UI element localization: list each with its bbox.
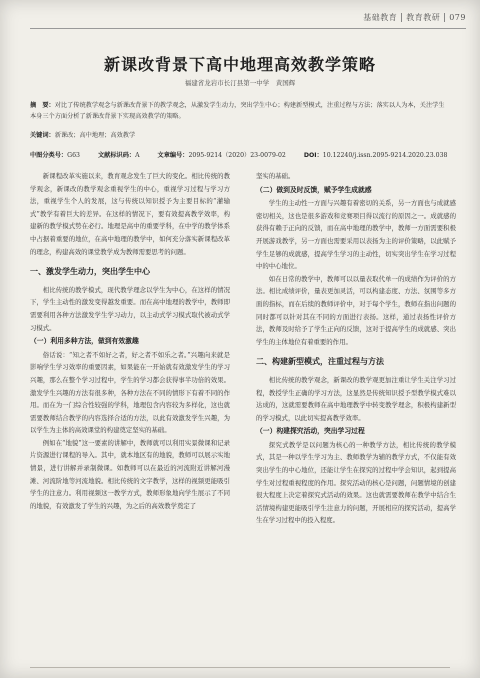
body-paragraph: 如在日常的教学中，教师可以以量表取代单一的成绩作为评价的方法。相比成绩评价，量表更加灵活，可以构建态度、方法、氛围等多方面的指标，而在后续的教师评价中，对于每个学生，教师在指出问题的同时都可以针对其在不同的方面进行表扬。这样，通过表扬性评价方法，教师及时给予了学生正向的反馈，这对于提高学生的成就感、突出学生的主体地位有着重要的作用。 [256, 274, 456, 346]
abstract-text: 对比了传统教学观念与新课改背景下的教学观念，从激发学生动力，突出学生中心；构建新型模式，注重过程与方法；落实以人为本，关注学生本身三个方面分析了新课改背景下实现高效教学的策略。 [30, 102, 445, 120]
body-paragraph: 俗话说：“知之者不如好之者，好之者不如乐之者。”兴趣向来就是影响学生学习效率的重要因素，如果能在一开始就有效激发学生的学习兴趣，那么在整个学习过程中，学生的学习都会获得事半功倍的效果。激发学生兴趣的方法有很多种，各种方法在不同的情形下有着不同的作用。而在为一门综合性较强的学科，地理包含内容较为多样化，这也就需要教师结合教学的内容选择合适的方法，以此有效激发学生兴趣，为以学生为主体的高效课堂的构建奠定坚实的基础。 [30, 350, 230, 435]
keywords [30, 130, 450, 141]
article-title: 新课改背景下高中地理高效教学策略 [103, 55, 376, 74]
header-rule [30, 28, 466, 29]
subsection-heading: （二）做到及时反馈，赋予学生成就感 [256, 185, 372, 194]
body-paragraph: 探究式教学是以问题为核心的一种教学方法，相比传统的教学模式，其是一种以学生学习为主、教师教学为辅的教学方式，不仅能有效突出学生的中心地位，还能让学生在探究的过程中学会知识，起到提高学生对过程重视程度的作用。探究活动的核心是问题，问题情境的创建很大程度上决定着探究式活动的效果。这也就需要教师在教学中结合生活情境构建更能吸引学生注意力的问题，开展相应的探究活动，提高学生在学习过程中的投入程度。 [256, 440, 456, 525]
keywords-text: 新课改；高中地理；高效教学 [54, 132, 136, 139]
abstract [30, 100, 450, 122]
running-header [363, 12, 466, 23]
doi-label: DOI： [303, 152, 323, 159]
body-paragraph: 相比传统的教学模式，现代教学理念以学生为中心，在这样的情况下，学生主动性的激发变得越发重要。而在高中地理的教学中，教师即需要利用各种方法激发学生学习动力，以主动式学习模式取代被动式学习模式。 [30, 285, 230, 332]
article-authors: 福建省龙岩市长汀县第一中学 黄国辉 [184, 79, 296, 87]
doc-code-value: A [135, 152, 140, 159]
body-paragraph: 相比传统的教学观念，新课改的教学观更加注重让学生关注学习过程，教授学生正确的学习方法，这显然是传统知识授予型教学模式难以达成的，这就需要教师在高中地理教学中转变教学理念，积极构建新型的学习模式，以此切实提高教学效率。 [256, 375, 456, 422]
article-number-value: 2095-9214（2020）23-0079-02 [188, 152, 286, 159]
header-column: 教育教研 [406, 13, 441, 22]
page-bottom-rule [30, 667, 450, 668]
subsection-heading: （一）利用多种方法，做到有效激趣 [30, 337, 139, 346]
clc-value: G63 [67, 152, 80, 159]
article-number-label: 文章编号： [157, 152, 189, 159]
clc-label: 中图分类号： [30, 152, 68, 159]
clc-code [30, 150, 80, 161]
article-number [158, 150, 286, 161]
keywords-label: 关键词： [30, 132, 55, 139]
abstract-label: 摘 要： [30, 102, 55, 109]
section-heading-2: 二、构建新型模式，注重过程与方法 [256, 357, 384, 367]
doi-value: 10.12240/j.issn.2095-9214.2020.23.038 [322, 152, 448, 159]
doc-code [98, 150, 140, 161]
header-divider [444, 13, 445, 22]
body-paragraph: 坚实的基础。 [256, 172, 295, 180]
subsection-heading: （一）构建探究活动，突出学习过程 [256, 427, 365, 436]
left-column [30, 170, 230, 512]
doi [304, 150, 448, 161]
doc-code-label: 文献标识码： [97, 152, 136, 159]
classification-line [30, 150, 450, 161]
header-section: 基础教育 [363, 13, 398, 22]
page-number: 079 [449, 13, 466, 22]
body-paragraph: 学生的主动性一方面与兴趣有着密切的关系，另一方面也与成就感密切相关，这也是很多游戏和竞赛项目得以流行的原因之一。成就感的获得有赖于正向的反馈，而在高中地理的教学中，教师一方面需要积极开展游戏教学，另一方面也需要采用以表扬为主的评价策略，以此赋予学生足够的成就感，提高学生学习的主动性，切实突出学生在学习过程中的中心地位。 [256, 199, 456, 271]
section-heading-1: 一、激发学生动力，突出学生中心 [30, 267, 150, 277]
body-paragraph: 例如在“地貌”这一要素的讲解中，教师就可以利用实景微课和记录片资源进行课程的导入。其中，就本地区有的地貌，教师可以展示实地情景，进行讲解并录制微课。如教师可以在最近的河流附近讲解河漫滩、河流阶地等河流地貌。相比传统的文字教学，这样的视频更能吸引学生的注意力。利用视频这一教学方式，教师形象地向学生展示了不同的地貌，有效激发了学生的兴趣，为之后的高效教学奠定了 [30, 438, 230, 510]
intro-paragraph: 新课程改革实施以来，教育观念发生了巨大的变化。相比传统的教学观念，新课改的教学观念重视学生的中心，重视学习过程与学习方法，重视学生个人的发展，这与传统以知识授予为主要目标的“灌输式”教学有着巨大的差异。在这样的情况下，要有效提高教学效率，构建新的教学模式势在必行。地理是高中的重要学科，在中学的教学体系中占据着重要的地位，在高中地理的教学中，如何充分落实新课程改革的理念，构建高效的课堂教学成为教师需要思考的问题。 [30, 172, 230, 256]
header-divider [401, 13, 402, 22]
right-column [256, 170, 456, 527]
